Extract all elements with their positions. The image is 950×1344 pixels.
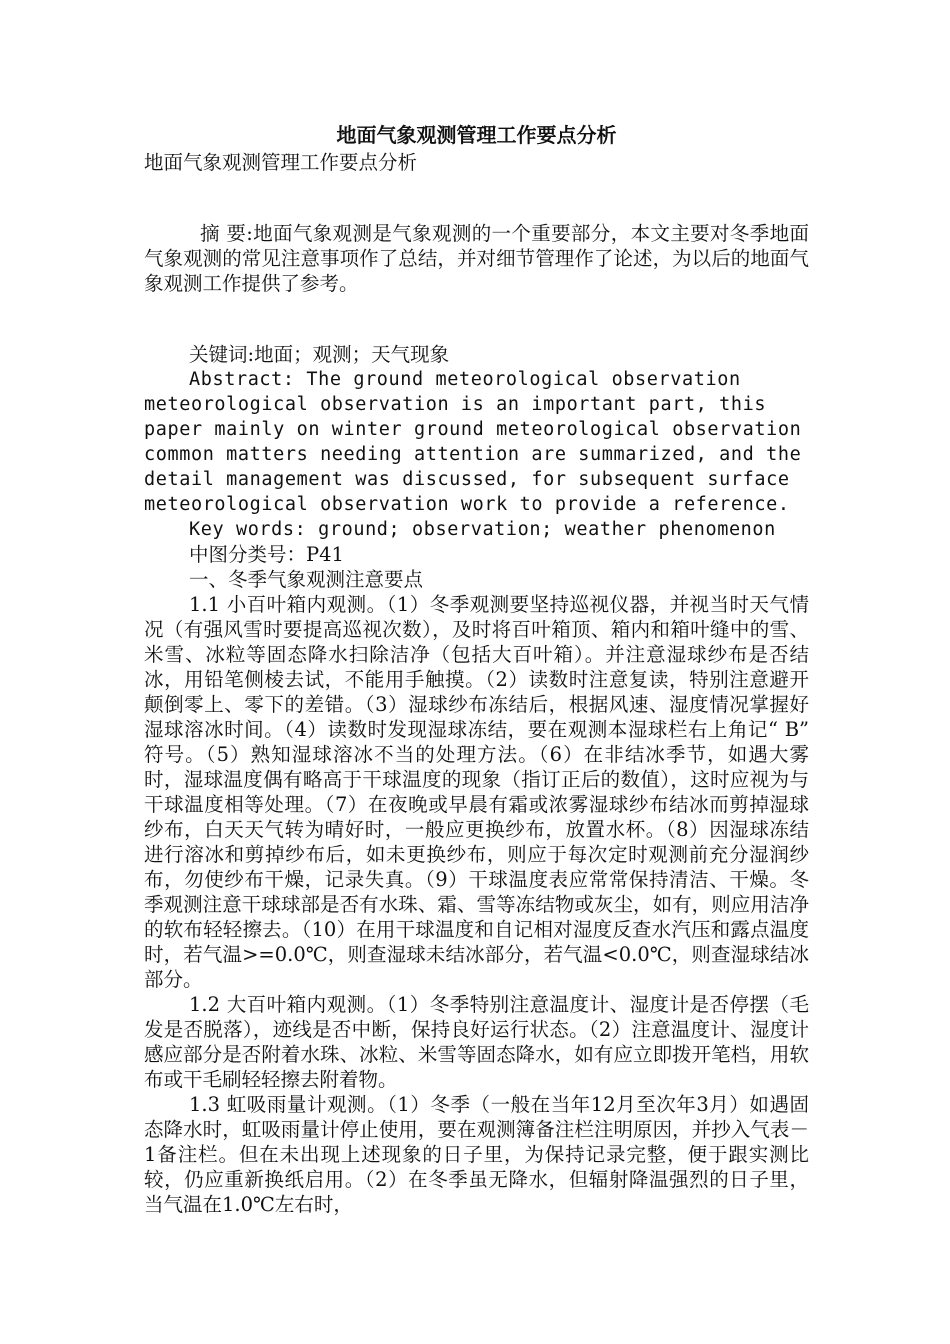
paragraph-1-3: 1.3 虹吸雨量计观测。（1）冬季（一般在当年12月至次年3月）如遇固态降水时，虹吸雨量计停止使用，要在观测簿备注栏注明原因，并抄入气表－1备注栏。但在未出现上述现象的日子里，为保持记录完整，便于跟实测比较，仍应重新换纸启用。（2）在冬季虽无降水，但辐射降温强烈的日子里，当气温在1.0℃左右时， <box>144 1093 809 1216</box>
abstract-english: Abstract: The ground meteorological observation meteorological observation is an important part, this paper mainly on winter ground meteorological observation common matters needing attention are summarized, and the detail management was discussed, for subsequent surface meteorological observation work to provide a reference. <box>144 369 802 515</box>
paragraph-1-1: 1.1 小百叶箱内观测。（1）冬季观测要坚持巡视仪器，并视当时天气情况（有强风雪时要提高巡视次数），及时将百叶箱顶、箱内和箱叶缝中的雪、米雪、冰粒等固态降水扫除洁净（包括大百叶箱）。并注意湿球纱布是否结冰，用铅笔侧棱去试，不能用手触摸。（2）读数时注意复读，特别注意避开颠倒零上、零下的差错。（3）湿球纱布冻结后，根据风速、湿度情况掌握好湿球溶冰时间。（4）读数时发现湿球冻结，要在观测本湿球栏右上角记“ B” 符号。（5）熟知湿球溶冰不当的处理方法。（6）在非结冰季节，如遇大雾时，湿球温度偶有略高于干球温度的现象（指订正后的数值），这时应视为与干球温度相等处理。（7）在夜晚或早晨有霜或浓雾湿球纱布结冰而剪掉湿球纱布，白天天气转为晴好时，一般应更换纱布，放置水杯。（8）因湿球冻结进行溶冰和剪掉纱布后，如未更换纱布，则应于每次定时观测前充分湿润纱布，勿使纱布干燥，记录失真。（9）干球温度表应常常保持清洁、干燥。冬季观测注意干球球部是否有水珠、霜、雪等冻结物或灰尘，如有，则应用洁净的软布轻轻擦去。（10）在用干球温度和自记相对湿度反查水汽压和露点温度时，若气温>=0.0℃，则查湿球未结冰部分，若气温<0.0℃，则查湿球结冰部分。 <box>144 593 809 991</box>
keywords-chinese: 关键词:地面；观测；天气现象 <box>189 343 450 366</box>
document-body <box>144 120 809 1217</box>
document-subtitle: 地面气象观测管理工作要点分析 <box>144 151 418 174</box>
paragraph-1-2: 1.2 大百叶箱内观测。（1）冬季特别注意温度计、湿度计是否停摆（毛发是否脱落），迹线是否中断，保持良好运行状态。（2）注意温度计、湿度计感应部分是否附着水珠、冰粒、米雪等固态降水，如有应立即拨开笔档，用软布或干毛刷轻轻擦去附着物。 <box>144 993 809 1091</box>
section-heading: 一、冬季气象观测注意要点 <box>189 568 424 591</box>
abstract-chinese: 摘 要:地面气象观测是气象观测的一个重要部分，本文主要对冬季地面气象观测的常见注意事项作了总结，并对细节管理作了论述，为以后的地面气象观测工作提供了参考。 <box>144 222 809 295</box>
classification-number: 中图分类号：P41 <box>189 543 344 566</box>
document-title: 地面气象观测管理工作要点分析 <box>336 123 617 147</box>
keywords-english: Key words: ground; observation; weather phenomenon <box>189 519 776 540</box>
